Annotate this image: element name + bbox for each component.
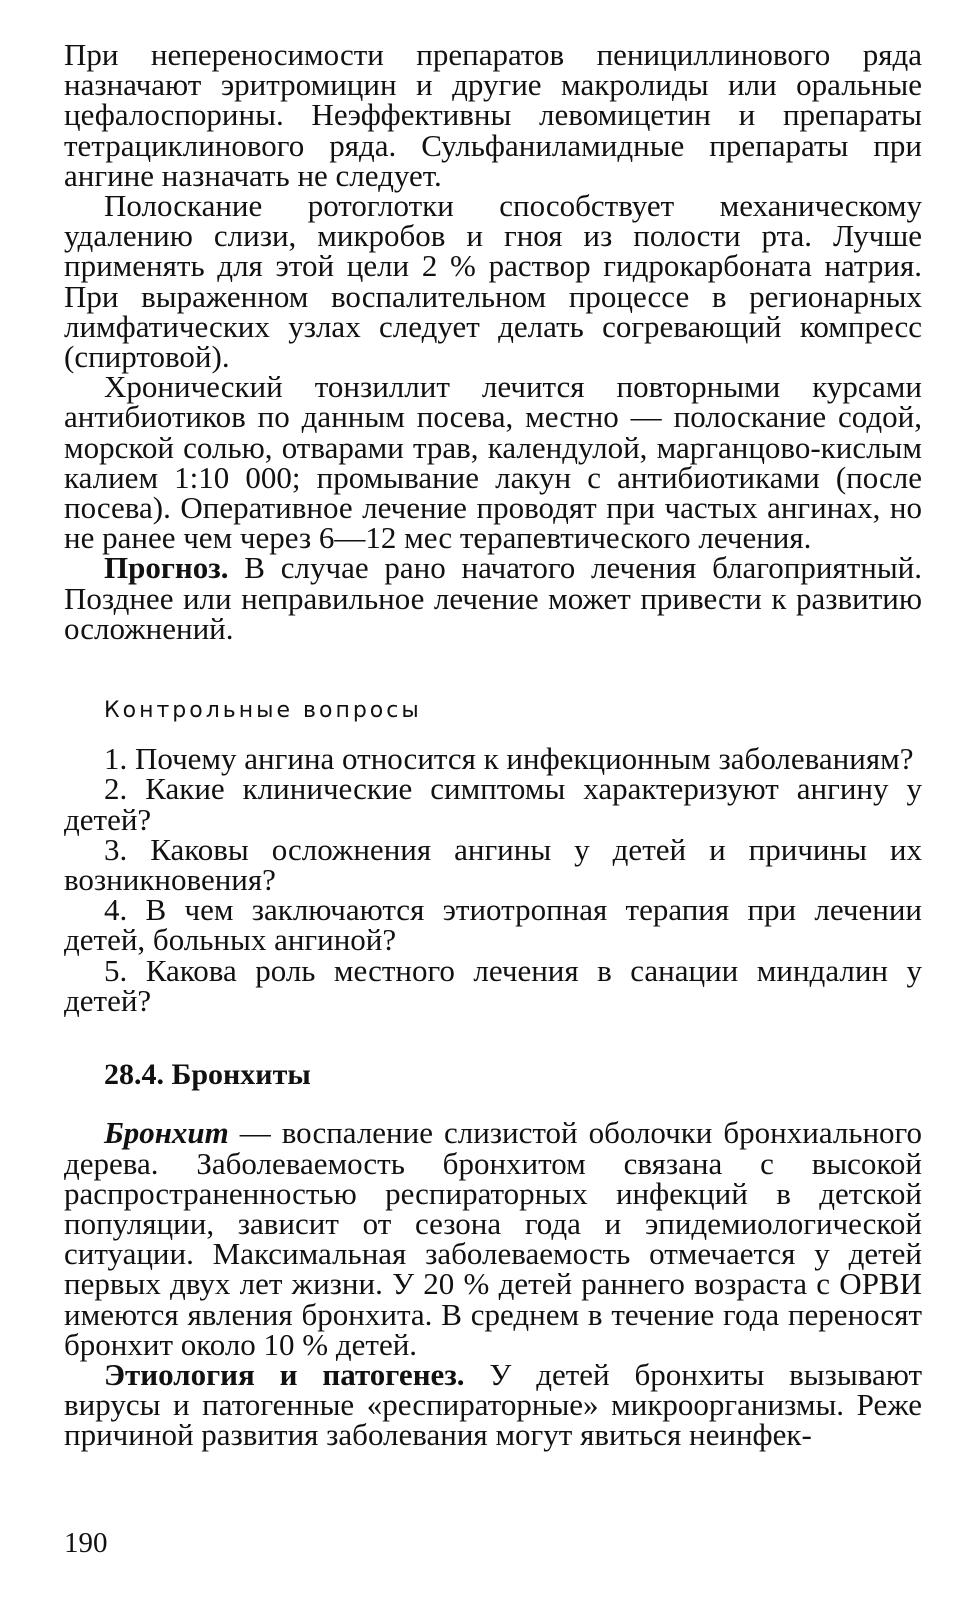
paragraph-gargling: Полоскание ротоглотки способствует механическому удалению слизи, микробов и гноя из полости рта. Лучше применять для этой цели 2 % раствор гидрокарбоната натрия. При выраженном воспалительном процессе в регионарных лимфатических узлах следует делать согревающий компресс (спиртовой). [64,188,922,375]
question-item: 4. В чем заключаются этиотропная терапия при лечении детей, больных ангиной? [64,892,922,958]
prognosis-text: В случае рано начатого лечения благоприятный. Позднее или неправильное лечение может привести к развитию осложнений. [64,550,922,646]
section-heading-bronchitis: 28.4. Бронхиты [104,1058,311,1092]
control-questions-list [64,741,922,1018]
paragraph-prognosis [64,550,922,646]
paragraph-chronic-tonsillitis: Хронический тонзиллит лечится повторными курсами антибиотиков по данным посева, местно — полоскание содой, морской солью, отварами трав, календулой, марганцово-кислым калием 1:10 000; промывание лакун с антибиотиками (после посева). Оперативное лечение проводят при частых ангинах, но не ранее чем через 6—12 мес терапевтического лечения. [64,369,922,556]
paragraph-bronchitis-definition [64,1115,922,1362]
definition-term: Бронхит [104,1115,229,1151]
prognosis-label: Прогноз. [104,550,229,586]
question-item: 3. Каковы осложнения ангины у детей и причины их возникновения? [64,831,922,898]
question-item: 5. Какова роль местного лечения в санации миндалин у детей? [64,952,922,1018]
page-number: 190 [64,1527,108,1559]
etiology-label: Этиология и патогенез. [104,1356,465,1392]
book-page [64,37,922,1453]
paragraph-antibiotics: При непереносимости препаратов пенициллинового ряда назначают эритромицин и другие макролиды или оральные цефалоспорины. Неэффективны левомицетин и препараты тетрациклинового ряда. Сульфаниламидные препараты при ангине назначать не следует. [64,37,922,193]
control-questions-heading: Контрольные вопросы [104,698,422,724]
paragraph-etiology [64,1356,922,1453]
question-item: 2. Какие клинические симптомы характеризуют ангину у детей? [64,771,922,837]
etiology-text: У детей бронхиты вызывают вирусы и патогенные «респираторные» микроорганизмы. Реже причиной развития заболевания могут явиться неинфек- [64,1356,922,1453]
definition-text: — воспаление слизистой оболочки бронхиального дерева. Заболеваемость бронхитом связана с высокой распространенностью респираторных инфекций в детской популяции, зависит от сезона года и эпидемиологической ситуации. Максимальная заболеваемость отмечается у детей первых двух лет жизни. У 20 % детей раннего возраста с ОРВИ имеются явления бронхита. В среднем в течение года переносят бронхит около 10 % детей. [64,1115,922,1362]
question-item: 1. Почему ангина относится к инфекционным заболеваниям? [104,741,914,777]
